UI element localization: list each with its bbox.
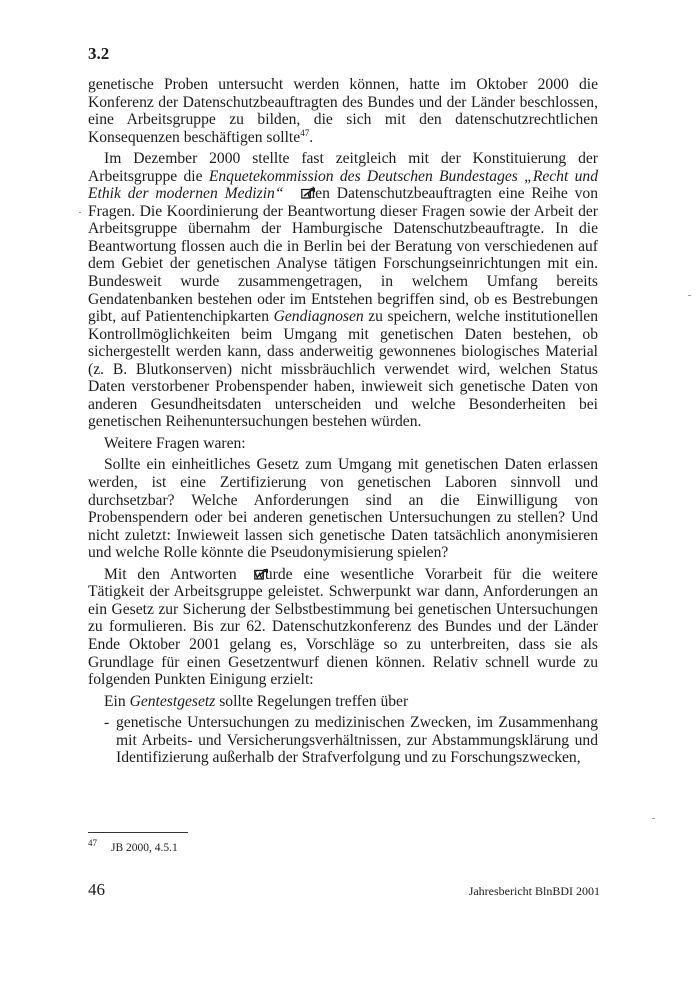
paragraph-enquete-commission (88, 150, 598, 431)
section-number: 3.2 (88, 44, 110, 63)
footnote-text: JB 2000, 4.5.1 (111, 841, 178, 854)
paragraph-text: genetische Proben untersucht werden können, hatte im Oktober 2000 die Konferenz der Datenschutzbeauftragten des Bundes und der Länder beschlossen, eine Arbeitsgruppe zu bilden, die sich mit den datenschutzrechtlichen Konsequenzen beschäftigen sollte (88, 76, 598, 146)
list-item-text: genetische Untersuchungen zu medizinischen Zwecken, im Zusammenhang mit Arbeits- und Versicherungsverhältnissen, zur Abstammungsklärung und Identifizierung außerhalb der Strafverfolgung und zu Forschungszwecken, (116, 714, 598, 767)
body-text (88, 76, 598, 771)
paragraph-gentest-law (88, 693, 598, 711)
running-footer: Jahresbericht BlnBDI 2001 (468, 884, 600, 898)
paragraph-questions: Sollte ein einheitliches Gesetz zum Umgang mit genetischen Daten erlassen werden, ist eine Zertifizierung von genetischen Laboren sinnvoll und durchsetzbar? Welche Anforderungen sind an die Einwilligung von Probenspendern oder bei anderen genetischen Untersuchungen zu stellen? Und nicht zuletzt: Inwieweit lassen sich genetische Daten tatsächlich anonymisieren und welche Rolle könnte die Pseudonymisierung spielen? (88, 456, 598, 562)
paragraph-text: zu speichern, welche institutionellen Kontrollmöglichkeiten beim Umgang mit genetischen Daten bestehen, ob sichergestellt werden kann, dass anderweitig gewonnenes biologisches Material (z. B. Blutkonserven) nicht missbräuchlich verwendet wird, welchen Status Daten verstorbener Probenspender haben, inwieweit sich genetische Daten von anderen Gesundheitsdaten unterscheiden und welche Besonderheiten bei genetischen Reihenuntersuchungen bestehen würden. (88, 308, 598, 431)
footnote-divider (88, 832, 188, 833)
paragraph-text: Mit den Antworten (104, 565, 237, 583)
footnote (88, 838, 178, 854)
footnote-reference[interactable]: 47 (300, 127, 310, 138)
paragraph-text: sollte Regelungen treffen über (215, 692, 409, 710)
paragraph-further-questions: Weitere Fragen waren: (104, 434, 246, 452)
reference-link-icon[interactable] (285, 186, 300, 198)
paragraph-text: den Datenschutzbeauftragten eine Reihe von Fragen. Die Koordinierung der Beantwortung dieser Fragen sowie der Arbeit der Arbeitsgruppe übernahm der Hamburgische Datenschutzbeauftragte. In die Beantwortung flossen auch die in Berlin bei der Beratung von verschiedenen auf dem Gebiet der genetischen Analyse tätigen Forschungseinrichtungen mit ein. Bundesweit wurde zusammengetragen, in welchem Umfang bereits Gendatenbanken bestehen oder im Entstehen begriffen sind, ob es Bestrebungen gibt, auf Patientenchipkarten (88, 185, 598, 326)
scan-speck (79, 212, 81, 213)
bullet-dash: - (104, 714, 110, 732)
scan-speck (688, 295, 691, 296)
page-number: 46 (88, 880, 105, 899)
italic-text: Enquetekommission des Deutschen Bundestages „Recht und Ethik der modernen Medizin“ (88, 167, 598, 203)
paragraph-text: Ein (104, 692, 130, 710)
list-item (88, 714, 598, 767)
paragraph-answers (88, 566, 598, 689)
reference-link-icon[interactable] (238, 567, 253, 579)
scan-speck (652, 818, 655, 819)
footnote-number: 47 (88, 838, 97, 848)
italic-text: Gentestgesetz (129, 692, 216, 710)
paragraph-text-end: . (309, 128, 314, 146)
paragraph-continuation (88, 76, 598, 146)
italic-text: Gendiagnosen (273, 308, 364, 326)
paragraph-text: Im Dezember 2000 stellte fast zeitgleich mit der Konstituierung der Arbeitsgruppe die (88, 150, 598, 185)
paragraph-text: wurde eine wesentliche Vorarbeit für die weitere Tätigkeit der Arbeitsgruppe geleistet. Schwerpunkt war dann, Anforderungen an ein Gesetz zur Sicherung der Selbstbestimmung bei genetischen Untersuchungen zu formulieren. Bis zur 62. Datenschutzkonferenz des Bundes und der Länder Ende Oktober 2001 gelang es, Vorschläge so zu unterbreiten, dass sie als Grundlage für einen Gesetzentwurf dienen können. Relativ schnell wurde zu folgenden Punkten Einigung erzielt: (88, 565, 598, 689)
